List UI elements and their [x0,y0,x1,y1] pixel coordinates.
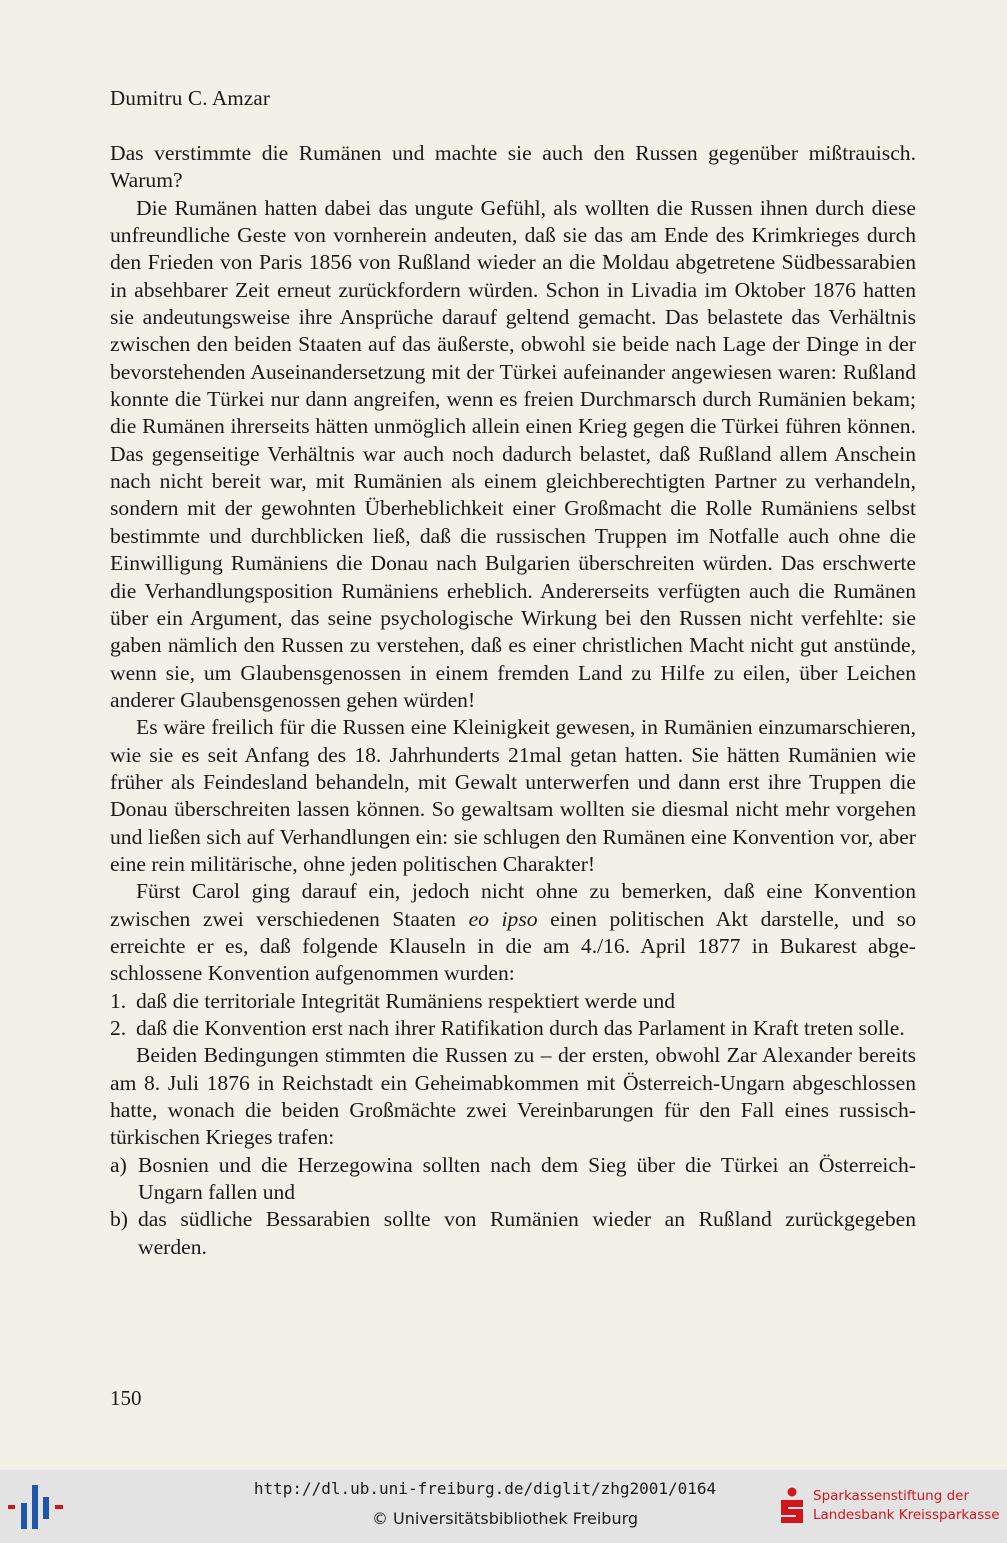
ub-freiburg-logo-icon[interactable] [8,1485,66,1531]
sparkasse-s-icon [778,1487,806,1525]
numbered-list-item [110,1015,916,1042]
list-marker: a) [110,1152,127,1177]
paragraph-text: Fürst Carol ging darauf ein, jedoch nicht ohne zu bemerken, daß eine Konvention zwischen zwei verschiedenen Staaten [110,879,916,931]
paragraph: Es wäre freilich für die Russen eine Kleinigkeit gewesen, in Rumänien einzumarschieren, wie sie es seit Anfang des 18. Jahrhunderts 21mal getan hatten. Sie hätten Rumänien wie früher als Feindesland behandeln, mit Gewalt unterwerfen und dann erst ihre Truppen die Donau überschreiten lassen können. So gewaltsam wollten sie diesmal nicht mehr vorgehen und ließen sich auf Verhandlungen ein: sie schlugen den Rumänen eine Konvention vor, aber eine rein militärische, ohne jeden politischen Charakter! [110,715,916,876]
lettered-list-item [110,1206,916,1261]
body-text [110,140,916,1261]
italic-phrase: eo ipso [468,906,538,931]
list-item-text: daß die Konvention erst nach ihrer Ratifikation durch das Parlament in Kraft treten solle. [136,1016,905,1040]
paragraph: Die Rumänen hatten dabei das ungute Gefühl, als wollten die Russen ihnen durch diese unfreundliche Geste von vornherein andeuten, daß sie das am Ende des Krimkrieges durch den Frieden von Paris 1856 von Rußland wieder an die Moldau abgetretene Südbessarabien in absehbarer Zeit erneut zurückfordern würden. Schon in Livadia im Oktober 1876 hatten sie andeutungsweise ihre Ansprüche darauf geltend gemacht. Das belastete das Verhältnis zwischen den beiden Staaten auf das äußerste, obwohl sie beide nach Lage der Dinge in der bevorstehenden Auseinandersetzung mit der Türkei aufeinander angewiesen waren: Rußland konnte die Türkei nur dann angreifen, wenn es freien Durchmarsch durch Rumänien bekam; die Rumänen ihrerseits hätten unmöglich allein einen Krieg gegen die Türkei führen können. Das gegenseitige Verhältnis war auch noch dadurch belastet, daß Rußland allem Anschein nach nicht bereit war, mit Rumänien als einem gleichberechtigten Partner zu verhandeln, sondern mit der gewohnten Überheblichkeit einer Großmacht die Rolle Rumäniens selbst bestimmte und durchblicken ließ, daß die russischen Truppen im Notfalle auch ohne die Einwilligung Rumäniens die Donau nach Bulgarien überschreiten würden. Das erschwerte die Verhandlungsposition Rumäniens erheblich. Andererseits verfügten auch die Rumänen über ein Argument, das seine psychologische Wirkung bei den Russen nicht verfehlte: sie gaben nämlich den Russen zu verstehen, daß es einer christlichen Macht nicht gut anstünde, wenn sie, um Glaubensgenossen in einem fremden Land zu Hilfe zu eilen, über Leichen anderer Glaubensgenossen gehen würden! [110,195,916,712]
list-marker: 1. [110,988,127,1013]
permalink-url[interactable]: http://dl.ub.uni-freiburg.de/diglit/zhg2001/0164 [253,1479,717,1498]
paragraph-text: einen politischen Akt darstelle, und so erreichte er es, daß folgende Klauseln in die am 4./16. April 1877 in Bukarest abgeschlossene Konvention aufgenommen wurden: [110,906,916,986]
list-marker: 2. [110,1016,127,1040]
footer-bar [0,1470,1007,1543]
paragraph: Beiden Bedingungen stimmten die Russen zu – der ersten, obwohl Zar Alexander bereits am 8. Juli 1876 in Reichstadt ein Geheimabkommen mit Österreich-Ungarn abgeschlossen hatte, wonach die beiden Großmächte zwei Vereinbarungen für den Fall eines russisch-türkischen Krieges trafen: [110,1043,916,1150]
paragraph: Das verstimmte die Rumänen und machte sie auch den Russen gegenüber mißtrauisch. Warum? [110,141,916,193]
numbered-list-item [110,988,916,1015]
list-item-text: Bosnien und die Herzegowina sollten nach dem Sieg über die Türkei an Österreich-Ungarn fallen und [138,1152,916,1205]
paragraph [110,878,916,987]
list-marker: b) [110,1207,128,1232]
lettered-list-item [110,1152,916,1207]
sponsor-line-2: Landesbank Kreissparkasse [813,1507,1000,1523]
sponsor-logo[interactable] [778,1485,1004,1531]
list-item-text: das südliche Bessarabien sollte von Rumänien wieder an Rußland zurückgegeben werden. [138,1207,916,1259]
sponsor-line-1: Sparkassenstiftung der [813,1488,970,1504]
list-item-text: daß die territoriale Integrität Rumäniens respektiert werde und [136,988,676,1013]
sponsor-name [813,1487,1000,1525]
copyright-notice: © Universitätsbibliothek Freiburg [371,1509,639,1528]
page-number: 150 [110,1386,142,1410]
running-head: Dumitru C. Amzar [110,86,271,110]
